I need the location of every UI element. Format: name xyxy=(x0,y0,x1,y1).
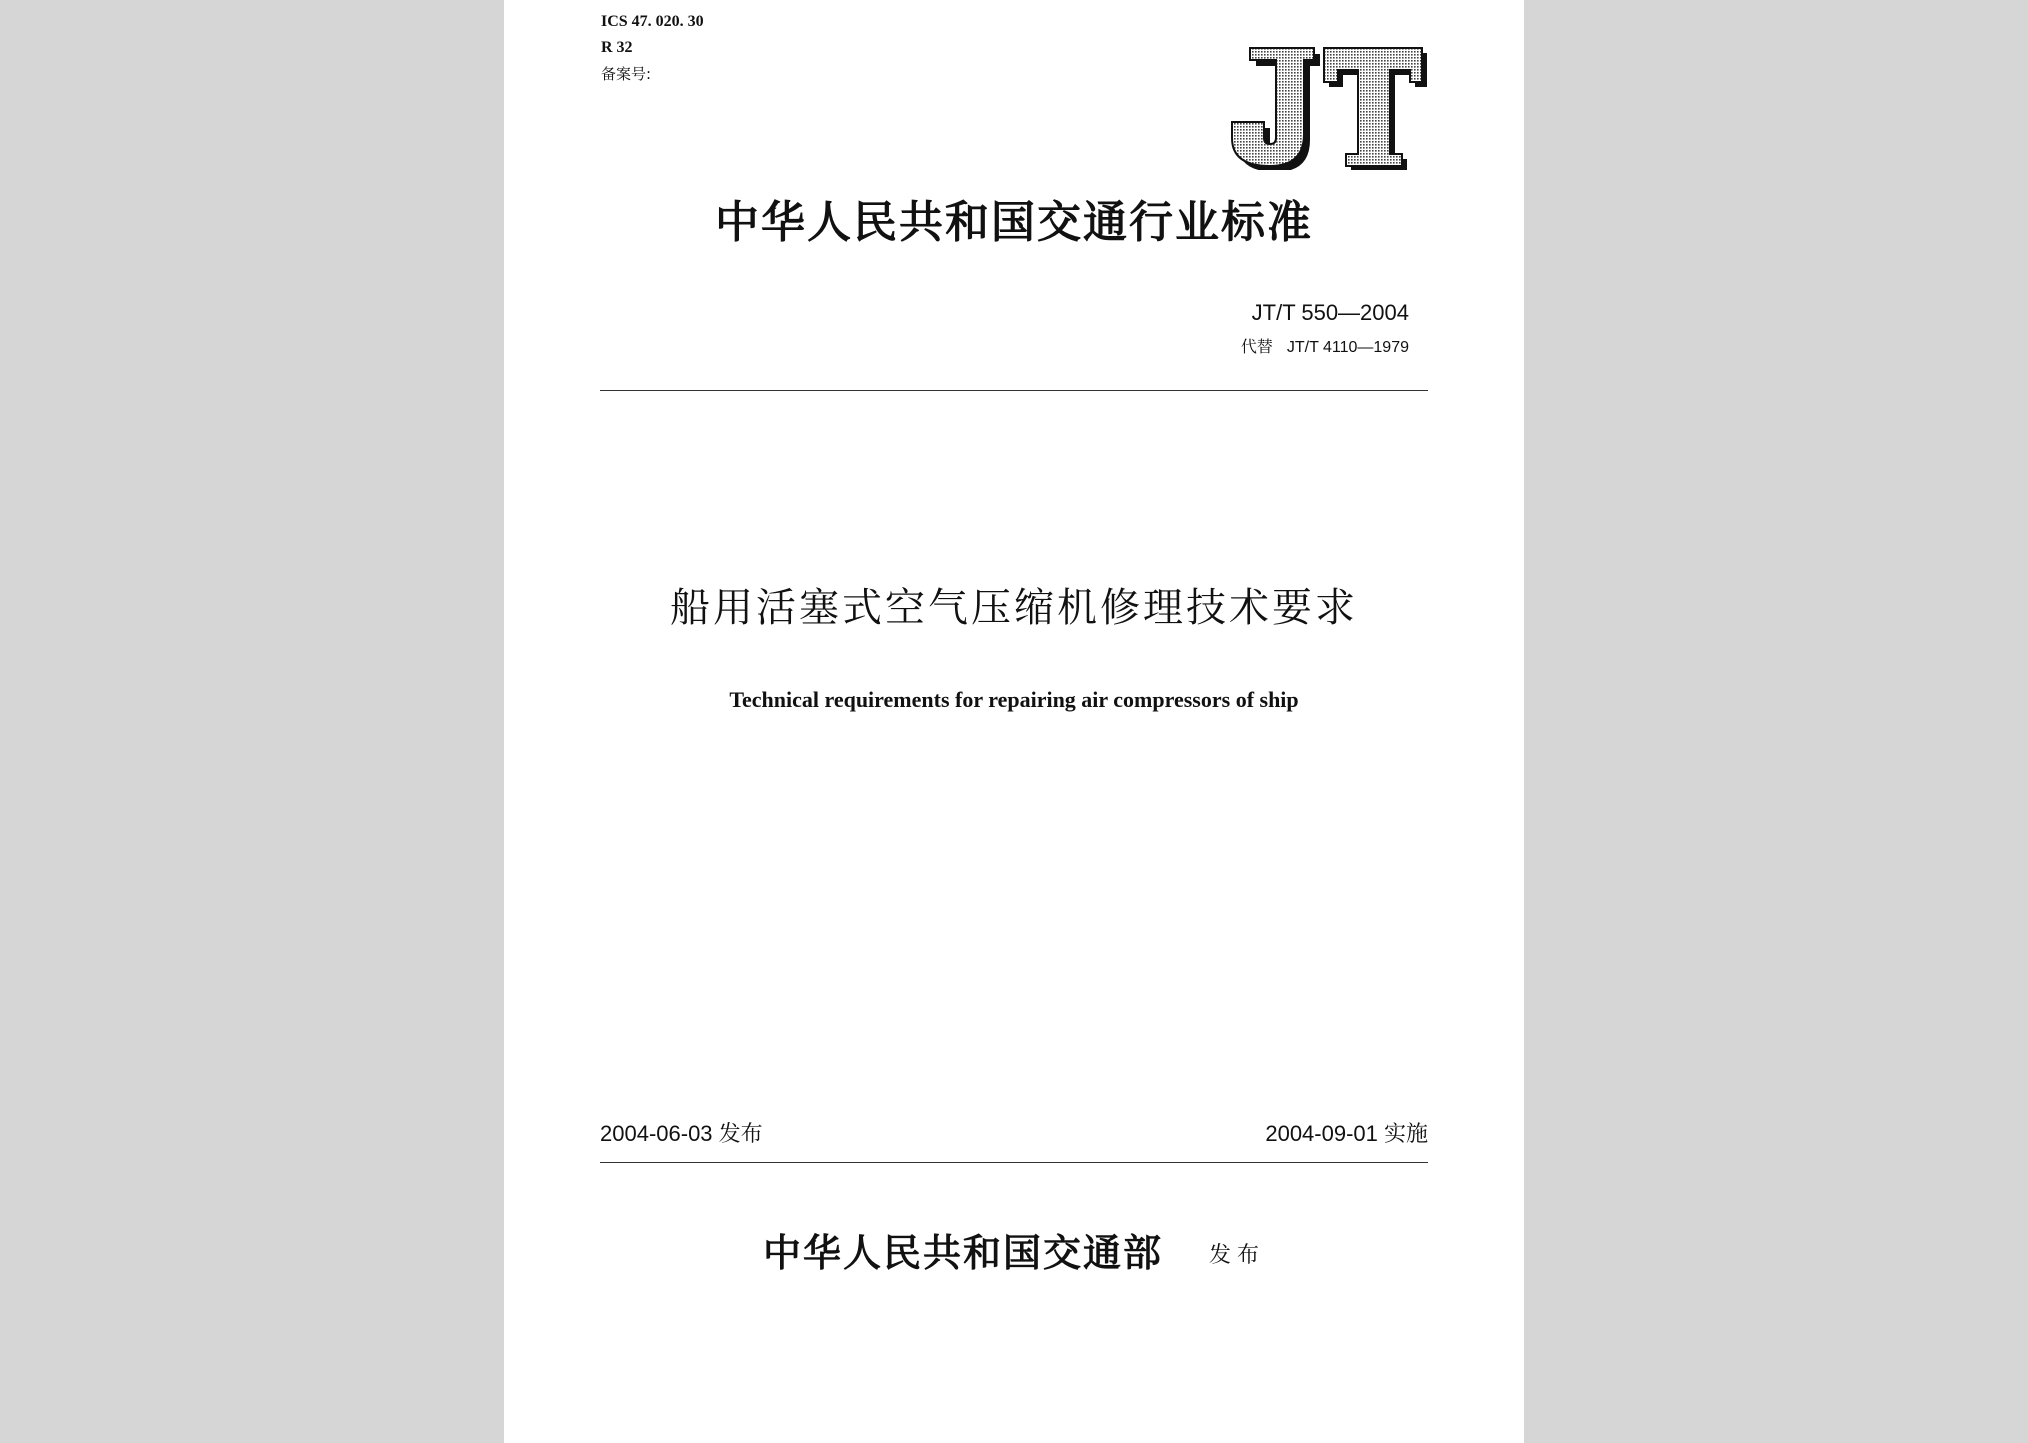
industry-standard-title: 中华人民共和国交通行业标准 xyxy=(715,197,1313,248)
issuing-organization: 中华人民共和国交通部 xyxy=(762,1230,1163,1275)
footer-divider xyxy=(600,1162,1428,1163)
document-title-cn: 船用活塞式空气压缩机修理技术要求 xyxy=(670,585,1358,631)
replaces-label: 代替 xyxy=(1240,337,1273,356)
filing-number-label: 备案号: xyxy=(601,65,652,83)
jt-logo xyxy=(1222,42,1432,170)
ccs-code: R 32 xyxy=(601,39,633,56)
standard-code: JT/T 550—2004 xyxy=(1251,300,1409,325)
document-page xyxy=(504,0,1524,1443)
issuer-line xyxy=(504,1222,1524,1277)
implement-date: 2004-09-01 实施 xyxy=(1265,1121,1428,1146)
replaced-standard-code: JT/T 4110—1979 xyxy=(1286,339,1409,356)
header-divider xyxy=(600,390,1428,391)
issue-action: 发布 xyxy=(1209,1243,1266,1268)
replaces-line xyxy=(1241,334,1409,357)
logo-text: JT xyxy=(1327,112,1328,113)
ics-code: ICS 47. 020. 30 xyxy=(601,13,704,30)
document-title-en: Technical requirements for repairing air compressors of ship xyxy=(729,687,1299,712)
publish-date: 2004-06-03 发布 xyxy=(600,1121,763,1146)
